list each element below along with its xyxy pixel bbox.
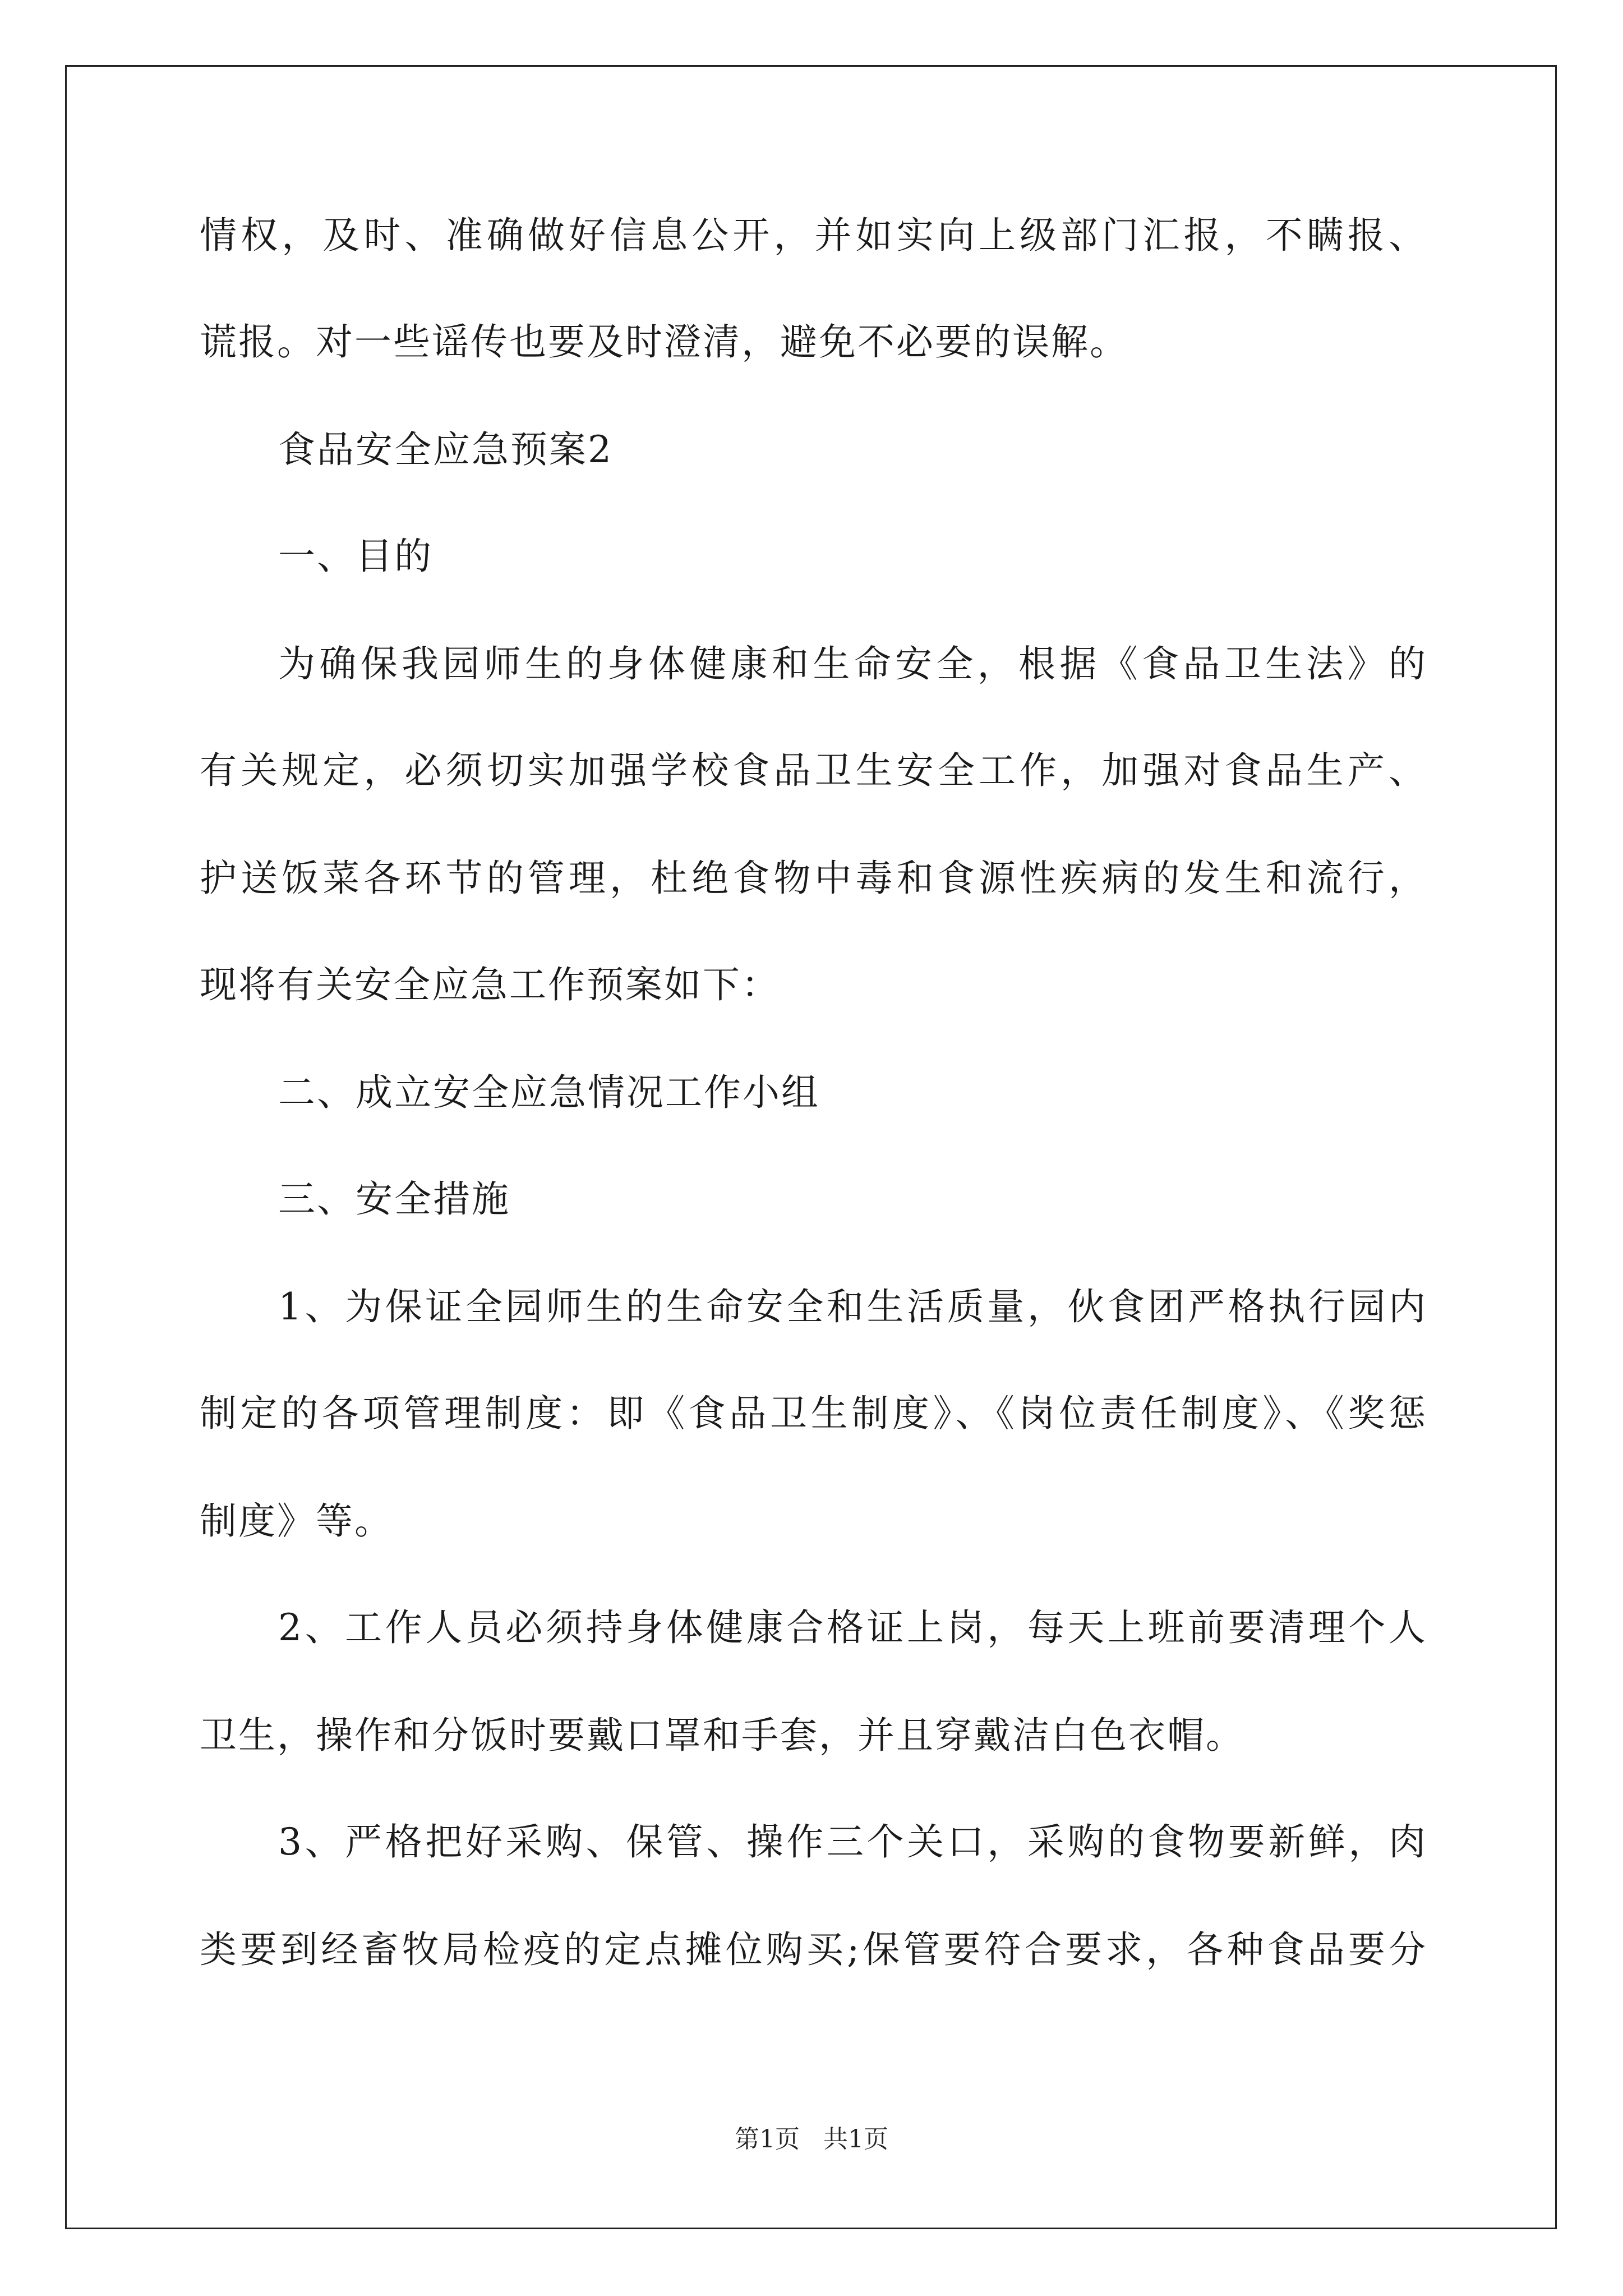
paragraph-line: 现将有关安全应急工作预案如下： [200,963,780,1006]
paragraph-line: 护送饭菜各环节的管理，杜绝食物中毒和食源性疾病的发生和流行， [200,857,1426,900]
paragraph-line: 2、工作人员必须持身体健康合格证上岗，每天上班前要清理个人 [278,1606,1426,1649]
paragraph-line: 卫生，操作和分饭时要戴口罩和手套，并且穿戴洁白色衣帽。 [200,1714,1244,1757]
paragraph-line: 有关规定，必须切实加强学校食品卫生安全工作，加强对食品生产、 [200,749,1426,792]
section-heading: 一、目的 [278,535,433,578]
section-title: 食品安全应急预案2 [278,428,613,471]
paragraph-line: 为确保我园师生的身体健康和生命安全，根据《食品卫生法》的 [278,642,1426,685]
page-border [65,65,1557,2229]
paragraph-line: 制定的各项管理制度：即《食品卫生制度》、《岗位责任制度》、《奖惩 [200,1392,1426,1435]
paragraph-line: 情权，及时、准确做好信息公开，并如实向上级部门汇报，不瞒报、 [200,214,1426,257]
paragraph-line: 制度》等。 [200,1499,393,1543]
section-heading: 三、安全措施 [278,1177,510,1221]
paragraph-line: 1、为保证全园师生的生命安全和生活质量，伙食团严格执行园内 [278,1285,1426,1328]
paragraph-line: 谎报。对一些谣传也要及时澄清，避免不必要的误解。 [200,320,1128,364]
page-footer: 第1页 共1页 [735,2125,888,2154]
paragraph-line: 3、严格把好采购、保管、操作三个关口，采购的食物要新鲜，肉 [278,1820,1426,1864]
section-heading: 二、成立安全应急情况工作小组 [278,1071,820,1114]
paragraph-line: 类要到经畜牧局检疫的定点摊位购买;保管要符合要求，各种食品要分 [200,1928,1426,1971]
